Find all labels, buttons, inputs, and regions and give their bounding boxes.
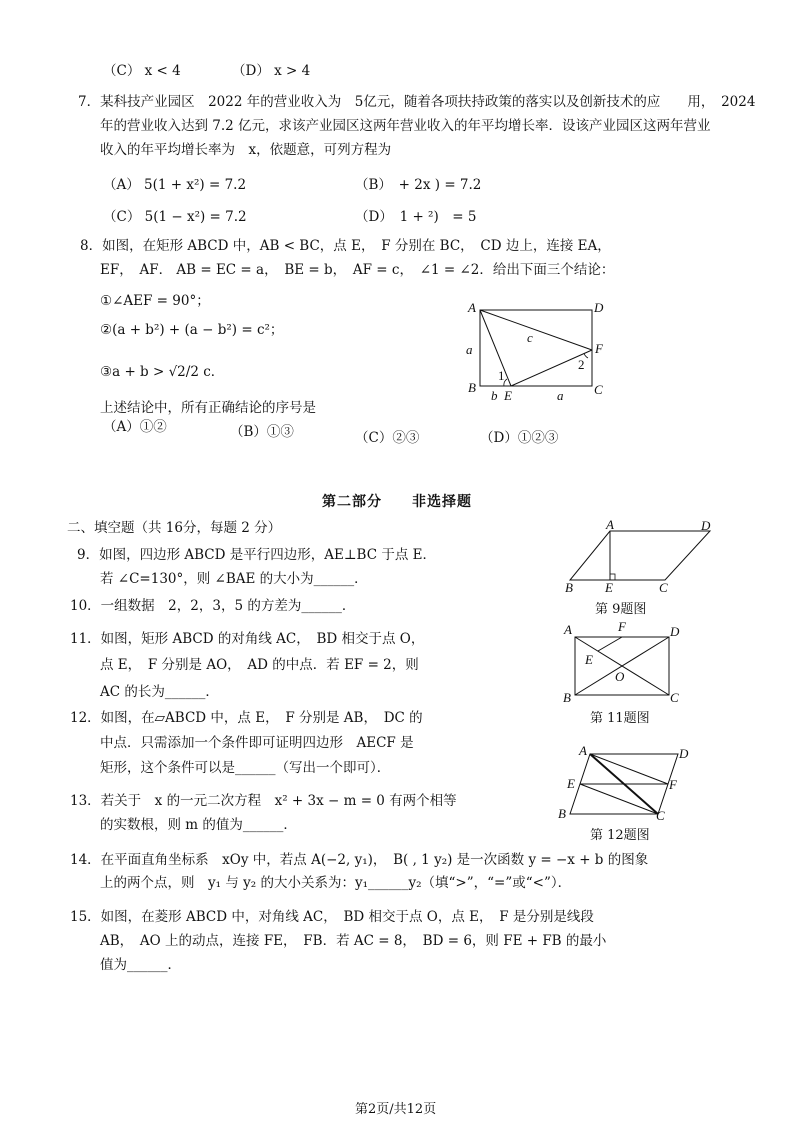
q9-line2: 若 ∠C=130°，则 ∠BAE 的大小为______． xyxy=(100,571,368,587)
q11-caption: 第 11题图 xyxy=(590,711,650,726)
q8-label-e: E xyxy=(504,388,512,403)
q13-line2: 的实数根，则 m 的值为______． xyxy=(100,817,297,833)
q12-line3: 矩形，这个条件可以是______（写出一个即可）． xyxy=(100,760,391,776)
q7-option-a: （A） 5(1 + x²) = 7.2 xyxy=(103,177,247,193)
q12-segment-af xyxy=(590,754,668,784)
q8-option-d: （D）①②③ xyxy=(480,430,559,446)
q12-figure xyxy=(552,740,697,822)
q8-label-angle2: 2 xyxy=(578,357,585,372)
q7-line3: 收入的年平均增长率为 x，依题意，可列方程为 xyxy=(100,142,392,158)
q11-label-o: O xyxy=(615,669,625,684)
q9-parallelogram xyxy=(570,531,710,580)
q8-angle-2-arc xyxy=(584,353,588,358)
q9-label-d: D xyxy=(701,518,711,533)
q8-segment-ae xyxy=(480,310,511,386)
q11-segment-ef xyxy=(598,637,622,651)
q11-label-c: C xyxy=(670,690,679,704)
q12-label-e: E xyxy=(567,776,575,791)
q11-line3: AC 的长为______． xyxy=(100,684,219,700)
q8-label-a-base: a xyxy=(557,388,564,403)
q8-label-angle1: 1 xyxy=(498,368,505,383)
q9-label-e: E xyxy=(605,580,613,595)
q12-label-a: A xyxy=(579,743,587,758)
q8-figure xyxy=(462,298,612,408)
q11-figure xyxy=(558,618,688,704)
q8-label-c-len: c xyxy=(527,330,533,345)
q9-line1: 9．如图，四边形 ABCD 是平行四边形，AE⊥BC 于点 E． xyxy=(77,547,436,563)
q8-ask: 上述结论中，所有正确结论的序号是 xyxy=(100,400,316,416)
q8-label-b-len: b xyxy=(491,388,498,403)
q11-label-d: D xyxy=(670,624,680,639)
q13-line1: 13．若关于 x 的一元二次方程 x² + 3x − m = 0 有两个相等 xyxy=(70,793,457,809)
q12-caption: 第 12题图 xyxy=(590,828,650,843)
q7-option-c: （C） 5(1 − x²) = 7.2 xyxy=(103,209,247,225)
q11-label-f: F xyxy=(618,619,626,634)
q8-conclusion-3: ③a + b > √2/2 c． xyxy=(100,364,225,380)
q8-label-b: B xyxy=(468,380,476,395)
q12-label-f: F xyxy=(669,777,677,792)
q11-line1: 11．如图，矩形 ABCD 的对角线 AC， BD 相交于点 O， xyxy=(70,631,425,647)
q11-line2: 点 E， F 分别是 AO， AD 的中点．若 EF = 2，则 xyxy=(100,657,419,673)
q15-line3: 值为______． xyxy=(100,957,181,973)
q8-label-d: D xyxy=(594,300,604,315)
q7-line2: 年的营业收入达到 7.2 亿元，求该产业园区这两年营业收入的年平均增长率．设该产业园区这两年营业 xyxy=(100,118,711,134)
q9-label-a: A xyxy=(606,518,614,532)
q8-label-a: A xyxy=(468,300,476,315)
option-d-prev: （D） x > 4 xyxy=(232,63,311,79)
part2-title: 第二部分 非选择题 xyxy=(322,494,472,510)
option-c-prev: （C） x < 4 xyxy=(103,63,181,79)
q8-option-a: （A）①② xyxy=(103,419,167,435)
q8-option-c: （C）②③ xyxy=(355,430,420,446)
q8-option-b: （B）①③ xyxy=(230,424,294,440)
q8-label-c: C xyxy=(594,382,603,397)
q11-label-a: A xyxy=(564,622,572,637)
q9-label-c: C xyxy=(659,580,668,595)
q12-label-d: D xyxy=(679,746,689,761)
q7-line1: 7．某科技产业园区 2022 年的营业收入为 5亿元，随着各项扶持政策的落实以及创新技术的应 用， 2024 xyxy=(78,94,756,110)
q11-label-b: B xyxy=(563,690,571,704)
q8-conclusion-1: ①∠AEF = 90°； xyxy=(100,293,210,309)
page-footer: 第2页/共12页 xyxy=(355,1102,437,1117)
q14-line1: 14．在平面直角坐标系 xOy 中，若点 A(−2, y₁)， B( , 1 y₂) 是一次函数 y = −x + b 的图象 xyxy=(70,852,649,868)
q9-caption: 第 9题图 xyxy=(595,602,647,617)
q7-option-d: （D） 1 + ²) = 5 xyxy=(355,209,477,225)
q8-line1: 8．如图，在矩形 ABCD 中，AB < BC，点 E， F 分别在 BC， CD 边上，连接 EA， xyxy=(80,238,611,254)
q8-line2: EF， AF． AB = EC = a， BE = b， AF = c， ∠1 = ∠2．给出下面三个结论： xyxy=(100,262,615,278)
section2-heading: 二、填空题（共 16分，每题 2 分） xyxy=(67,520,282,536)
q15-line2: AB， AO 上的动点，连接 FE， FB．若 AC = 8， BD = 6，则 FE + FB 的最小 xyxy=(100,933,607,949)
q10-line1: 10．一组数据 2，2，3，5 的方差为______． xyxy=(70,598,356,614)
q11-label-e: E xyxy=(585,652,593,667)
q8-label-f: F xyxy=(595,341,603,356)
q8-label-a-side: a xyxy=(466,342,473,357)
q12-line2: 中点．只需添加一个条件即可证明四边形 AECF 是 xyxy=(100,735,414,751)
q14-line2: 上的两个点，则 y₁ 与 y₂ 的大小关系为：y₁______y₂（填“>”，“=”或“<”）． xyxy=(100,875,572,891)
q9-label-b: B xyxy=(565,580,573,595)
q7-option-b: （B） + 2x ) = 7.2 xyxy=(355,177,482,193)
q12-segment-ec xyxy=(580,784,658,814)
q12-label-c: C xyxy=(656,808,665,822)
q12-label-b: B xyxy=(558,806,566,821)
q9-figure xyxy=(560,518,720,596)
q8-segment-af xyxy=(480,310,592,350)
q12-line1: 12．如图，在▱ABCD 中，点 E， F 分别是 AB， DC 的 xyxy=(70,710,423,726)
q15-line1: 15．如图，在菱形 ABCD 中，对角线 AC， BD 相交于点 O，点 E， F 是分别是线段 xyxy=(70,909,594,925)
q8-conclusion-2: ②(a + b²) + (a − b²) = c²； xyxy=(100,322,284,338)
